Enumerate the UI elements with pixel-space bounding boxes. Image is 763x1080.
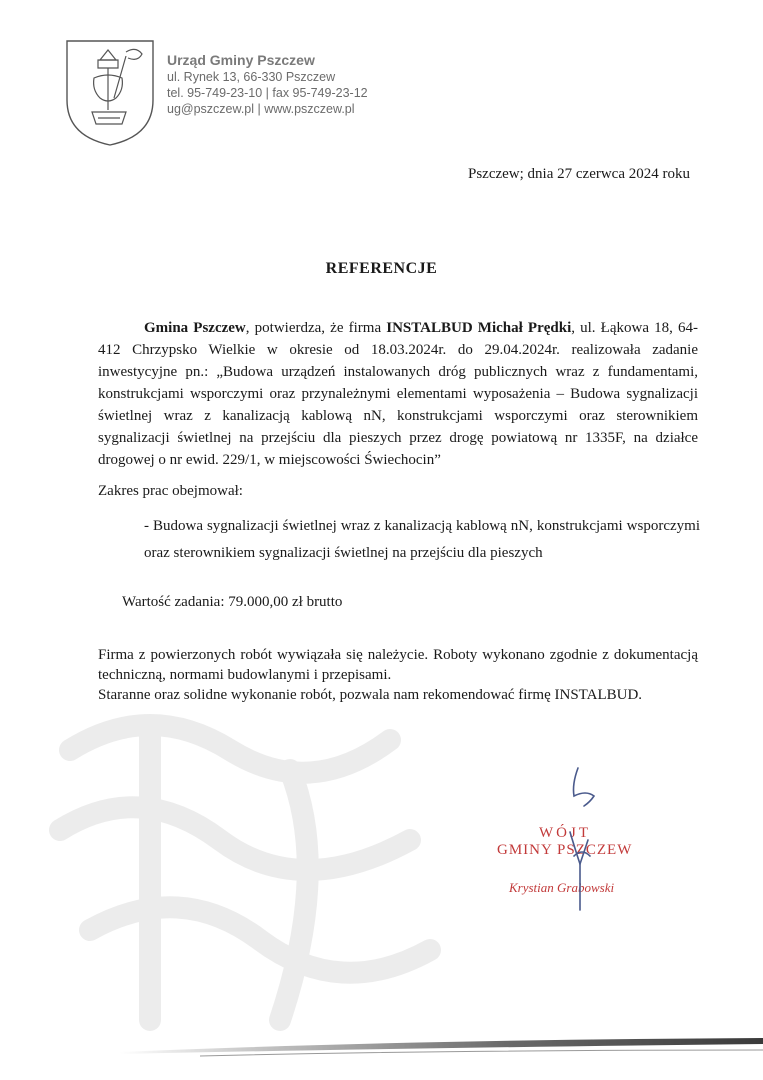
bottom-decorative-band bbox=[0, 1030, 763, 1060]
crest-icon bbox=[64, 38, 156, 148]
signature-mark bbox=[540, 760, 620, 920]
issuer-name: Gmina Pszczew bbox=[144, 320, 246, 336]
closing-section bbox=[98, 645, 698, 705]
letterhead bbox=[167, 52, 368, 117]
watermark-crest bbox=[30, 690, 470, 1050]
company-name: INSTALBUD Michał Prędki bbox=[386, 320, 572, 336]
stamp-title: WÓJT bbox=[539, 825, 591, 841]
closing-line-2: Staranne oraz solidne wykonanie robót, pozwala nam rekomendować firmę INSTALBUD. bbox=[98, 687, 643, 703]
letterhead-org-name: Urząd Gminy Pszczew bbox=[167, 52, 315, 68]
task-value: Wartość zadania: 79.000,00 zł brutto bbox=[122, 594, 343, 610]
body-text-1: , potwierdza, że firma bbox=[245, 320, 387, 336]
closing-line-1: Firma z powierzonych robót wywiązała się należycie. Roboty wykonano zgodnie z dokumentacją techniczną, normami budowlanymi i przepisami. bbox=[98, 647, 698, 683]
letterhead-contact: ug@pszczew.pl | www.pszczew.pl bbox=[167, 102, 355, 116]
scope-intro: Zakres prac obejmował: bbox=[98, 483, 243, 499]
body-paragraph bbox=[98, 317, 698, 471]
document-title: REFERENCJE bbox=[325, 260, 438, 277]
stamp-office: GMINY PSZCZEW bbox=[497, 842, 633, 858]
date-line: Pszczew; dnia 27 czerwca 2024 roku bbox=[468, 166, 690, 182]
body-text-2: , ul. Łąkowa 18, 64-412 Chrzypsko Wielkie w okresie od 18.03.2024r. do 29.04.2024r. realizowała zadanie inwestycyjne pn.: „Budowa urządzeń instalowanych dróg publicznych wraz z fundamentami, konstrukcjami wsporczymi oraz przynależnymi elementami wyposażenia – Budowa sygnalizacji świetlnej wraz z kanalizacją kablową nN, konstrukcjami wsporczymi oraz sterownikiem sygnalizacji świetlnej na przejściu dla pieszych przez drogę powiatową nr 1335F, na działce drogowej o nr ewid. 229/1, w miejscowości Świechocin” bbox=[98, 320, 699, 468]
scope-list-item: - Budowa sygnalizacji świetlnej wraz z kanalizacją kablową nN, konstrukcjami wsporczymi oraz sterownikiem sygnalizacji świetlnej na przejściu dla pieszych bbox=[144, 518, 700, 561]
letterhead-phones: tel. 95-749-23-10 | fax 95-749-23-12 bbox=[167, 86, 368, 100]
stamp-person: Krystian Grabowski bbox=[509, 880, 615, 895]
letterhead-address: ul. Rynek 13, 66-330 Pszczew bbox=[167, 70, 336, 84]
